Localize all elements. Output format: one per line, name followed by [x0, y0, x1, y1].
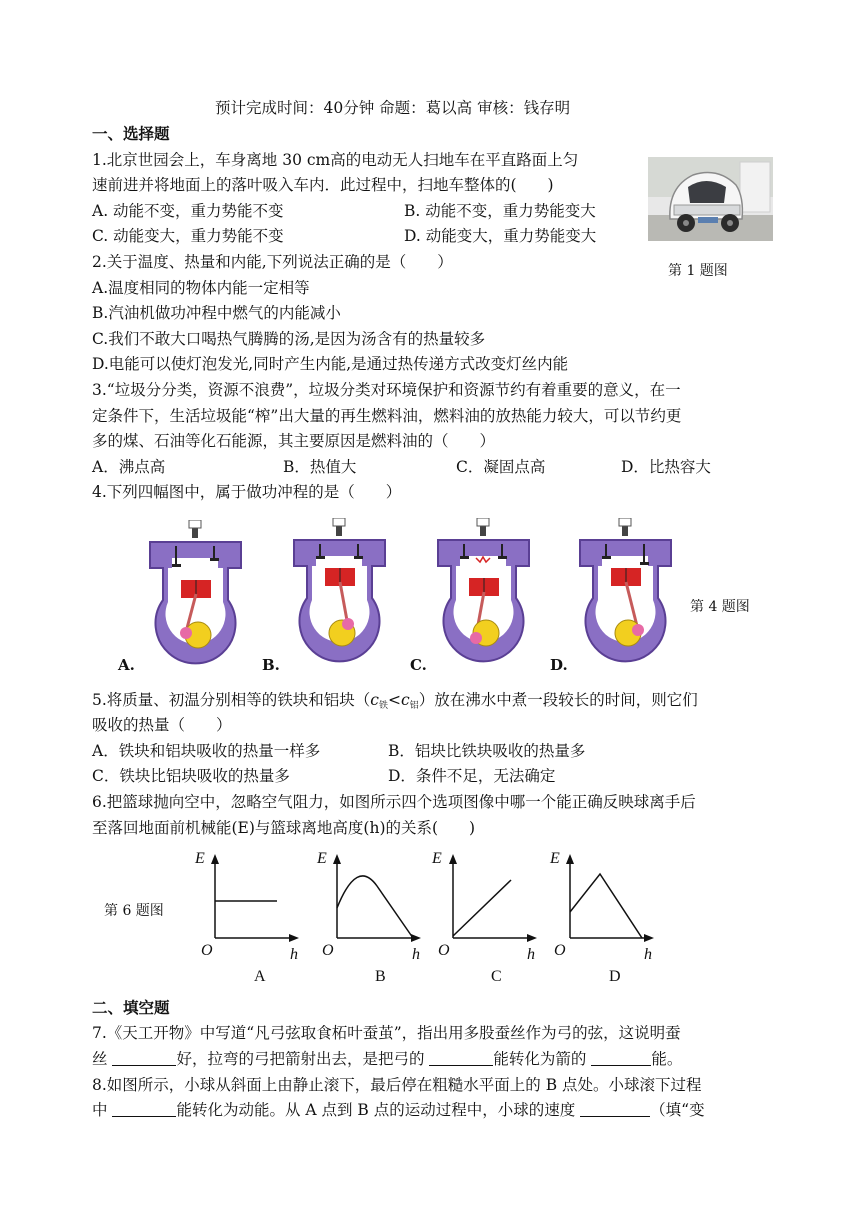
- q4-engine-a: [148, 520, 243, 670]
- q6-stem-line2: 至落回地面前机械能(E)与篮球离地高度(h)的关系( ): [92, 819, 476, 837]
- q8-blank-2[interactable]: [580, 1100, 650, 1117]
- q7-text-3: 能转化为箭的: [493, 1050, 592, 1068]
- q5-sub-aluminum: 铝: [409, 701, 419, 711]
- q6-graph-c: [443, 848, 543, 948]
- q8-text-3: （填“变: [650, 1101, 705, 1119]
- q5-less-than: <: [388, 691, 401, 709]
- q4-engine-b: [292, 518, 387, 668]
- q3-stem-line1: 3.“垃圾分分类，资源不浪费”，垃圾分类对环境保护和资源节约有着重要的意义，在一: [92, 381, 681, 399]
- q3-option-b: B．热值大: [283, 458, 357, 476]
- q7-blank-2[interactable]: [429, 1049, 493, 1066]
- q5-stem-line1: [92, 690, 698, 716]
- q5-option-b: B．铝块比铁块吸收的热量多: [388, 742, 586, 760]
- q7-stem-line2: [92, 1049, 682, 1069]
- q2-option-a: A.温度相同的物体内能一定相等: [92, 279, 310, 297]
- q5-option-c: C．铁块比铝块吸收的热量多: [92, 767, 290, 785]
- q1-option-c: C. 动能变大，重力势能不变: [92, 227, 284, 245]
- q2-option-d: D.电能可以使灯泡发光,同时产生内能,是通过热传递方式改变灯丝内能: [92, 355, 569, 373]
- q6-graph-d-axis-h: h: [644, 946, 652, 963]
- q8-stem-line1: 8.如图所示，小球从斜面上由静止滚下，最后停在粗糙水平面上的 B 点处。小球滚下过程: [92, 1076, 702, 1094]
- q2-option-b: B.汽油机做功冲程中燃气的内能减小: [92, 304, 341, 322]
- q6-graph-a: [205, 848, 305, 948]
- q6-graph-b-label: B: [375, 968, 386, 985]
- q6-graph-b-axis-h: h: [412, 946, 420, 963]
- q5-sub-iron: 铁: [378, 701, 388, 711]
- q5-stem-part1: 5.将质量、初温分别相等的铁块和铝块（: [92, 691, 371, 709]
- q8-text-2: 能转化为动能。从 A 点到 B 点的运动过程中，小球的速度: [176, 1101, 581, 1119]
- q7-stem-line1: 7.《天工开物》中写道“凡弓弦取食柘叶蚕茧”，指出用多股蚕丝作为弓的弦，这说明蚕: [92, 1024, 681, 1042]
- q6-graph-c-label: C: [491, 968, 502, 985]
- q7-blank-1[interactable]: [112, 1049, 176, 1066]
- q6-graph-d-origin: O: [554, 942, 566, 959]
- q5-stem-line2: 吸收的热量（ ）: [92, 716, 232, 734]
- q4-label-a: A.: [118, 656, 135, 674]
- q5-option-a: A．铁块和铝块吸收的热量一样多: [92, 742, 321, 760]
- q6-graph-d-axis-e: E: [550, 850, 560, 867]
- q6-graph-b: [327, 848, 427, 948]
- q3-option-a: A．沸点高: [92, 458, 166, 476]
- section-title-choice: 一、选择题: [92, 124, 170, 143]
- q4-figure-caption: 第 4 题图: [690, 599, 750, 615]
- section-title-fill: 二、填空题: [92, 998, 170, 1017]
- q6-stem-line1: 6.把篮球抛向空中，忽略空气阻力，如图所示四个选项图像中哪一个能正确反映球离手后: [92, 793, 696, 811]
- q4-label-c: C.: [410, 656, 427, 674]
- q6-graph-c-origin: O: [438, 942, 450, 959]
- q6-graph-c-axis-h: h: [527, 946, 535, 963]
- q6-graph-a-label: A: [254, 968, 266, 985]
- q8-stem-line2: [92, 1100, 705, 1120]
- q4-engine-c: [436, 518, 531, 668]
- q6-graph-c-axis-e: E: [432, 850, 442, 867]
- q3-stem-line2: 定条件下，生活垃圾能“榨”出大量的再生燃料油，燃料油的放热能力较大，可以节约更: [92, 407, 682, 425]
- q2-option-c: C.我们不敢大口喝热气腾腾的汤,是因为汤含有的热量较多: [92, 330, 486, 348]
- q4-engine-d: [578, 518, 673, 668]
- q8-blank-1[interactable]: [112, 1100, 176, 1117]
- q1-sweeper-photo: [648, 157, 773, 241]
- page-header: 预计完成时间：40分钟 命题：葛以高 审核：钱存明: [215, 99, 571, 117]
- q5-c-iron: c: [370, 691, 379, 709]
- q4-stem: 4.下列四幅图中，属于做功冲程的是（ ）: [92, 483, 402, 501]
- q1-option-d: D. 动能变大，重力势能变大: [404, 227, 597, 245]
- q6-graph-b-axis-e: E: [317, 850, 327, 867]
- q5-c-aluminum: c: [401, 691, 410, 709]
- q3-option-d: D．比热容大: [621, 458, 711, 476]
- q5-option-d: D．条件不足，无法确定: [388, 767, 556, 785]
- q7-text-1: 丝: [92, 1050, 113, 1068]
- q4-label-d: D.: [550, 656, 568, 674]
- q8-text-1: 中: [92, 1101, 113, 1119]
- q6-graph-a-axis-h: h: [290, 946, 298, 963]
- q6-graph-b-origin: O: [322, 942, 334, 959]
- q1-option-a: A. 动能不变，重力势能不变: [92, 202, 284, 220]
- q1-figure-caption: 第 1 题图: [668, 263, 728, 279]
- q6-figure-caption: 第 6 题图: [104, 903, 164, 919]
- q1-stem-line2: 速前进并将地面上的落叶吸入车内．此过程中，扫地车整体的( ): [92, 176, 554, 194]
- q1-stem-line1: 1.北京世园会上，车身离地 30 cm高的电动无人扫地车在平直路面上匀: [92, 151, 579, 169]
- q4-label-b: B.: [262, 656, 280, 674]
- q3-option-c: C．凝固点高: [456, 458, 546, 476]
- q2-stem: 2.关于温度、热量和内能,下列说法正确的是（ ）: [92, 253, 453, 271]
- q7-text-4: 能。: [651, 1050, 683, 1068]
- q6-graph-a-axis-e: E: [195, 850, 205, 867]
- q6-graph-d: [560, 848, 660, 948]
- q7-text-2: 好，拉弯的弓把箭射出去，是把弓的: [176, 1050, 430, 1068]
- q5-stem-part2: ）放在沸水中煮一段较长的时间，则它们: [418, 691, 698, 709]
- q3-stem-line3: 多的煤、石油等化石能源，其主要原因是燃料油的（ ）: [92, 432, 496, 450]
- q7-blank-3[interactable]: [591, 1049, 651, 1066]
- q1-option-b: B. 动能不变，重力势能变大: [404, 202, 596, 220]
- q6-graph-d-label: D: [609, 968, 621, 985]
- q6-graph-a-origin: O: [201, 942, 213, 959]
